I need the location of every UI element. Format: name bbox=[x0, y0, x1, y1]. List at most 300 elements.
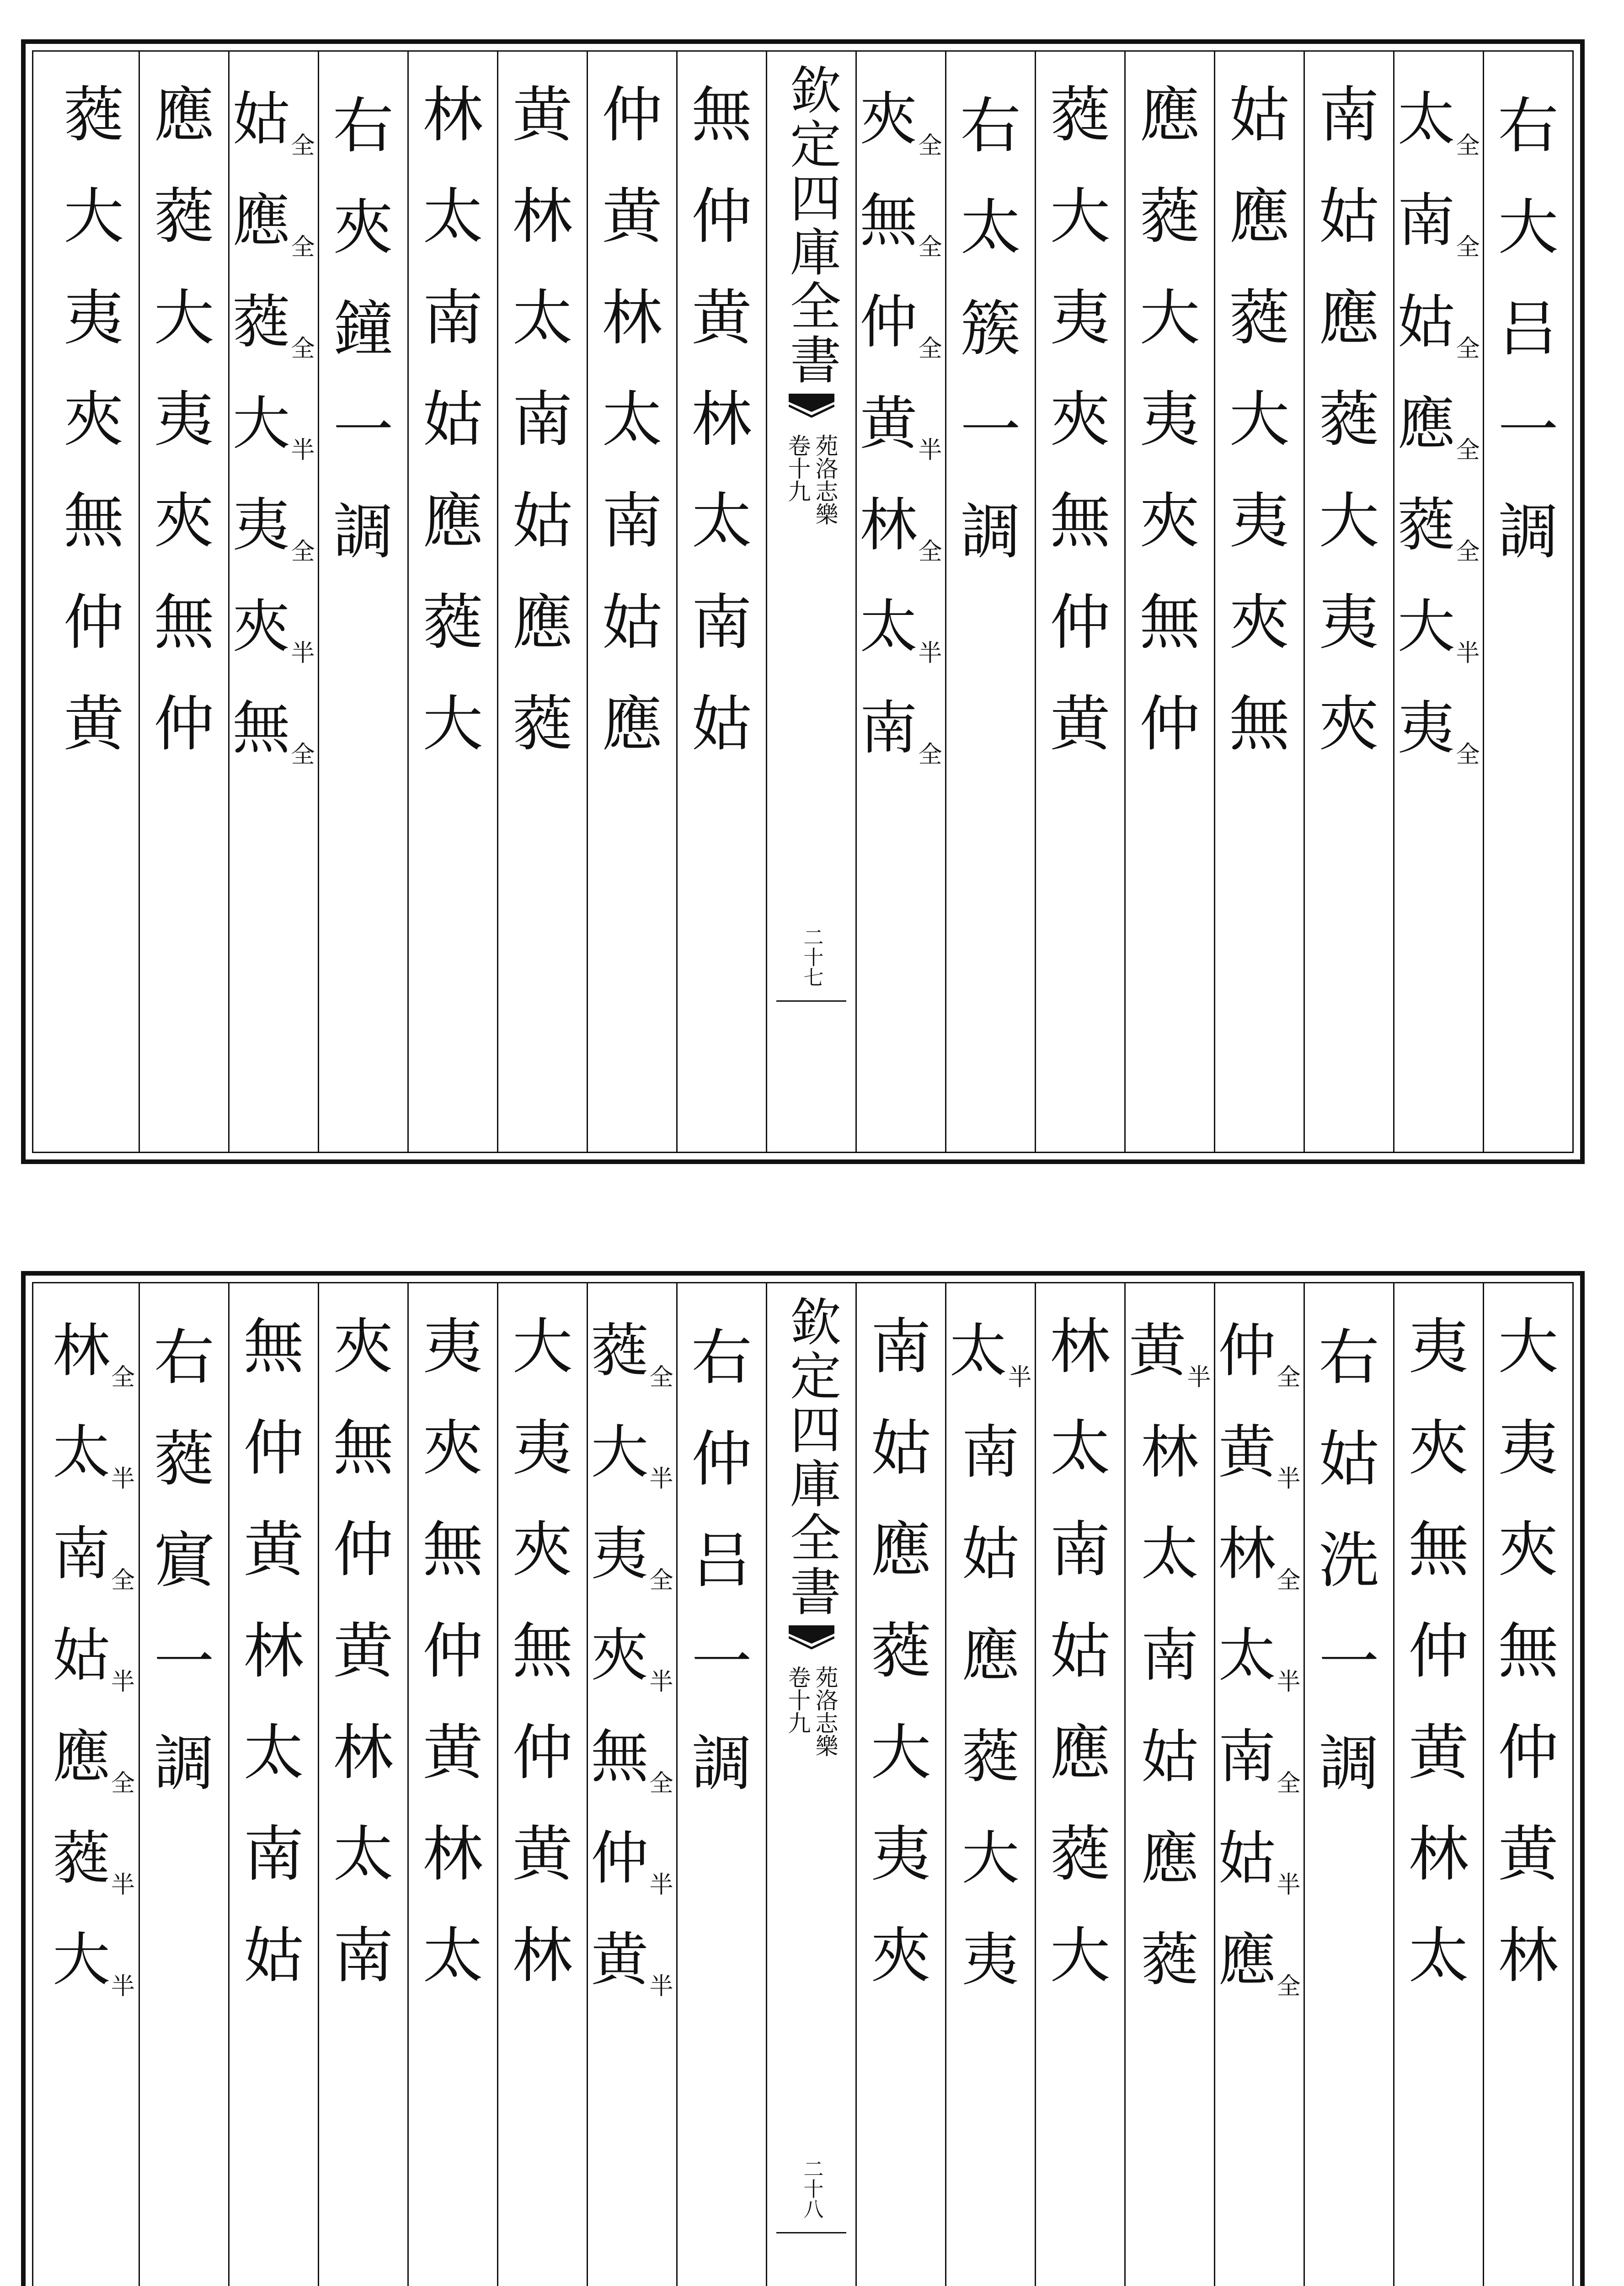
character: 蕤 bbox=[422, 588, 483, 658]
character: 應 bbox=[154, 80, 214, 150]
text-column bbox=[1214, 52, 1303, 1152]
volume-label: 卷十九 bbox=[784, 1666, 811, 1734]
text-column bbox=[497, 1283, 587, 2286]
note-marker: 半 bbox=[291, 437, 315, 464]
character: 姑 bbox=[422, 385, 483, 455]
note-marker: 半 bbox=[918, 437, 942, 464]
character: 夷 bbox=[871, 1819, 931, 1890]
character: 林 bbox=[512, 182, 573, 252]
note-marker: 半 bbox=[1187, 1364, 1211, 1391]
character: 無 bbox=[1229, 689, 1290, 759]
note-marker: 全 bbox=[918, 234, 942, 261]
note-marker: 半 bbox=[111, 1871, 135, 1899]
character: 蕤 bbox=[64, 80, 124, 150]
heading-column bbox=[1483, 52, 1572, 1152]
note-unit bbox=[860, 64, 942, 166]
character: 無 bbox=[243, 1312, 304, 1382]
character: 仲 bbox=[691, 182, 752, 252]
note-unit bbox=[53, 1601, 135, 1702]
heading-character: 夾 bbox=[333, 192, 394, 263]
heading-character: 調 bbox=[333, 497, 394, 567]
leaf-rule bbox=[776, 2232, 846, 2233]
note-marker: 全 bbox=[111, 1770, 135, 1797]
character: 夷 bbox=[512, 1413, 573, 1484]
heading-character: 右 bbox=[154, 1323, 214, 1393]
character: 黄 bbox=[691, 283, 752, 353]
note-marker: 全 bbox=[649, 1567, 673, 1594]
text-column bbox=[1483, 1283, 1572, 2286]
character: 大 bbox=[1050, 1921, 1111, 1991]
character: 夾 bbox=[1229, 588, 1290, 658]
note-unit bbox=[1141, 1804, 1199, 1905]
book-title: 欽定四庫全書 bbox=[781, 64, 841, 387]
annotated-column bbox=[1393, 52, 1483, 1152]
note-marker: 全 bbox=[1456, 234, 1480, 261]
leaf-number: 二十七 bbox=[800, 927, 823, 987]
note-character: 大 bbox=[52, 1926, 110, 1993]
character: 姑 bbox=[871, 1413, 931, 1484]
text-column bbox=[1393, 1283, 1483, 2286]
note-unit bbox=[232, 572, 315, 673]
note-marker: 半 bbox=[111, 1668, 135, 1696]
note-character: 夾 bbox=[860, 85, 918, 153]
note-marker: 半 bbox=[111, 1465, 135, 1493]
character: 夾 bbox=[1408, 1413, 1469, 1484]
character: 姑 bbox=[512, 486, 573, 556]
annotated-column bbox=[228, 52, 318, 1152]
character: 仲 bbox=[512, 1718, 573, 1788]
character: 應 bbox=[1050, 1718, 1111, 1788]
annotated-column bbox=[855, 52, 945, 1152]
character: 夾 bbox=[422, 1413, 483, 1484]
note-character: 蕤 bbox=[591, 1317, 649, 1384]
character: 夷 bbox=[422, 1312, 483, 1382]
heading-character: 大 bbox=[1498, 192, 1559, 263]
note-character: 姑 bbox=[962, 1520, 1020, 1587]
character: 林 bbox=[333, 1718, 394, 1788]
note-marker: 半 bbox=[1277, 1668, 1301, 1696]
note-character: 大 bbox=[591, 1419, 649, 1486]
text-column bbox=[855, 1283, 945, 2286]
note-marker: 半 bbox=[918, 640, 942, 667]
work-title: 苑洛志樂 bbox=[812, 1666, 839, 1757]
note-marker: 半 bbox=[649, 1871, 673, 1899]
note-unit bbox=[232, 470, 315, 572]
character: 大 bbox=[871, 1718, 931, 1788]
note-marker: 全 bbox=[1277, 1973, 1301, 2000]
annotated-column bbox=[1214, 1283, 1303, 2286]
heading-column bbox=[945, 52, 1035, 1152]
note-character: 蕤 bbox=[1397, 491, 1455, 559]
character: 林 bbox=[1408, 1819, 1469, 1890]
character: 姑 bbox=[1229, 80, 1290, 150]
note-unit bbox=[1397, 572, 1480, 673]
note-character: 大 bbox=[1397, 593, 1455, 660]
character: 仲 bbox=[1050, 588, 1111, 658]
heading-character: 調 bbox=[154, 1729, 214, 1799]
heading-character: 右 bbox=[1498, 91, 1559, 161]
note-character: 夷 bbox=[232, 491, 290, 559]
character: 無 bbox=[1050, 486, 1111, 556]
note-unit bbox=[591, 1499, 673, 1601]
character: 應 bbox=[1229, 182, 1290, 252]
character: 夷 bbox=[1319, 588, 1379, 658]
heading-character: 調 bbox=[960, 497, 1021, 567]
character: 黄 bbox=[64, 689, 124, 759]
character: 太 bbox=[422, 182, 483, 252]
character: 林 bbox=[422, 1819, 483, 1890]
text-column bbox=[407, 52, 497, 1152]
note-unit bbox=[591, 1601, 673, 1702]
heading-character: 右 bbox=[691, 1323, 752, 1393]
note-character: 姑 bbox=[1218, 1825, 1276, 1892]
note-character: 夾 bbox=[591, 1622, 649, 1689]
heading-character: 右 bbox=[333, 91, 394, 161]
character: 南 bbox=[602, 486, 662, 556]
note-unit bbox=[1397, 673, 1480, 775]
character: 林 bbox=[602, 283, 662, 353]
note-character: 姑 bbox=[232, 85, 290, 153]
note-unit bbox=[591, 1804, 673, 1905]
note-character: 黄 bbox=[860, 390, 918, 457]
text-column bbox=[1124, 52, 1214, 1152]
note-character: 仲 bbox=[591, 1825, 649, 1892]
fish-tail-mark-icon bbox=[789, 394, 834, 426]
text-column bbox=[1303, 52, 1393, 1152]
note-unit bbox=[1218, 1702, 1300, 1804]
note-character: 蕤 bbox=[962, 1723, 1020, 1790]
annotated-column bbox=[1124, 1283, 1214, 2286]
character: 黄 bbox=[1498, 1819, 1559, 1890]
character: 姑 bbox=[691, 689, 752, 759]
character: 無 bbox=[1498, 1616, 1559, 1687]
note-marker: 全 bbox=[291, 132, 315, 160]
note-unit bbox=[591, 1398, 673, 1499]
character: 姑 bbox=[1319, 182, 1379, 252]
fish-tail-mark-icon bbox=[789, 1625, 834, 1657]
character: 大 bbox=[1050, 182, 1111, 252]
character: 夾 bbox=[1050, 385, 1111, 455]
note-character: 應 bbox=[1141, 1825, 1199, 1892]
leaf-number: 二十八 bbox=[800, 2158, 823, 2219]
note-character: 蕤 bbox=[52, 1825, 110, 1892]
character: 太 bbox=[243, 1718, 304, 1788]
character: 太 bbox=[512, 283, 573, 353]
note-unit bbox=[1397, 267, 1480, 369]
character: 蕤 bbox=[1050, 1819, 1111, 1890]
bottom-page bbox=[21, 1271, 1585, 2286]
character: 黄 bbox=[1408, 1718, 1469, 1788]
character: 仲 bbox=[602, 80, 662, 150]
character: 無 bbox=[154, 588, 214, 658]
text-column bbox=[1035, 52, 1124, 1152]
character: 夷 bbox=[1229, 486, 1290, 556]
character: 大 bbox=[1139, 283, 1200, 353]
note-unit bbox=[1141, 1499, 1199, 1601]
character: 應 bbox=[1319, 283, 1379, 353]
note-unit bbox=[860, 267, 942, 369]
character: 林 bbox=[512, 1921, 573, 1991]
note-character: 應 bbox=[52, 1723, 110, 1790]
character: 仲 bbox=[333, 1515, 394, 1585]
column-grid bbox=[33, 52, 1572, 1152]
note-unit bbox=[591, 1702, 673, 1804]
character: 夷 bbox=[64, 283, 124, 353]
character: 仲 bbox=[422, 1616, 483, 1687]
note-marker: 全 bbox=[1456, 437, 1480, 464]
note-marker: 半 bbox=[111, 1973, 135, 2000]
note-unit bbox=[860, 572, 942, 673]
note-character: 太 bbox=[949, 1317, 1007, 1384]
note-marker: 半 bbox=[1277, 1465, 1301, 1493]
note-marker: 全 bbox=[1456, 741, 1480, 769]
note-unit bbox=[53, 1804, 135, 1905]
note-character: 仲 bbox=[1218, 1317, 1276, 1384]
character: 夾 bbox=[1498, 1515, 1559, 1585]
note-marker: 半 bbox=[649, 1973, 673, 2000]
note-unit bbox=[1397, 470, 1480, 572]
character: 大 bbox=[512, 1312, 573, 1382]
note-marker: 全 bbox=[291, 741, 315, 769]
note-unit bbox=[591, 1296, 673, 1398]
character: 無 bbox=[1408, 1515, 1469, 1585]
character: 黄 bbox=[333, 1616, 394, 1687]
note-unit bbox=[1141, 1601, 1199, 1702]
character: 夾 bbox=[154, 486, 214, 556]
heading-character: 調 bbox=[1498, 497, 1559, 567]
note-character: 太 bbox=[1218, 1622, 1276, 1689]
character: 南 bbox=[512, 385, 573, 455]
text-column bbox=[497, 52, 587, 1152]
note-character: 姑 bbox=[52, 1622, 110, 1689]
note-character: 蕤 bbox=[232, 288, 290, 356]
note-character: 應 bbox=[232, 187, 290, 254]
note-character: 林 bbox=[1218, 1520, 1276, 1587]
character: 林 bbox=[691, 385, 752, 455]
character: 姑 bbox=[602, 588, 662, 658]
annotated-column bbox=[945, 1283, 1035, 2286]
heading-character: 洗 bbox=[1319, 1526, 1379, 1596]
note-marker: 全 bbox=[918, 335, 942, 363]
character: 應 bbox=[512, 588, 573, 658]
note-unit bbox=[232, 64, 315, 166]
note-character: 蕤 bbox=[1141, 1926, 1199, 1993]
heading-character: 吕 bbox=[691, 1526, 752, 1596]
character: 夾 bbox=[333, 1312, 394, 1382]
character: 太 bbox=[1408, 1921, 1469, 1991]
character: 林 bbox=[243, 1616, 304, 1687]
note-unit bbox=[962, 1499, 1020, 1601]
book-title: 欽定四庫全書 bbox=[781, 1295, 841, 1619]
note-character: 太 bbox=[1141, 1520, 1199, 1587]
note-unit bbox=[232, 267, 315, 369]
annotated-column bbox=[49, 1283, 139, 2286]
note-character: 黄 bbox=[1128, 1317, 1186, 1384]
character: 太 bbox=[333, 1819, 394, 1890]
note-marker: 半 bbox=[291, 640, 315, 667]
note-character: 姑 bbox=[1397, 288, 1455, 356]
character: 無 bbox=[1139, 588, 1200, 658]
note-unit bbox=[962, 1804, 1020, 1905]
note-character: 無 bbox=[591, 1723, 649, 1790]
character: 大 bbox=[1319, 486, 1379, 556]
character: 大 bbox=[64, 182, 124, 252]
character: 黄 bbox=[422, 1718, 483, 1788]
character: 林 bbox=[1498, 1921, 1559, 1991]
character: 應 bbox=[871, 1515, 931, 1585]
note-unit bbox=[860, 166, 942, 267]
heading-character: 仲 bbox=[691, 1424, 752, 1495]
note-unit bbox=[1218, 1905, 1300, 2007]
character: 無 bbox=[64, 486, 124, 556]
character: 南 bbox=[1319, 80, 1379, 150]
note-character: 夷 bbox=[591, 1520, 649, 1587]
character: 姑 bbox=[243, 1921, 304, 1991]
note-marker: 全 bbox=[1277, 1567, 1301, 1594]
character: 南 bbox=[691, 588, 752, 658]
note-unit bbox=[232, 673, 315, 775]
heading-character: 鐘 bbox=[333, 294, 394, 364]
note-marker: 半 bbox=[649, 1668, 673, 1696]
note-unit bbox=[53, 1398, 135, 1499]
note-marker: 全 bbox=[111, 1567, 135, 1594]
note-character: 南 bbox=[1397, 187, 1455, 254]
character: 太 bbox=[422, 1921, 483, 1991]
character: 無 bbox=[422, 1515, 483, 1585]
character: 林 bbox=[422, 80, 483, 150]
column-grid bbox=[33, 1283, 1572, 2286]
heading-character: 一 bbox=[1319, 1627, 1379, 1698]
character: 仲 bbox=[1498, 1718, 1559, 1788]
character: 夷 bbox=[1050, 283, 1111, 353]
character: 黄 bbox=[512, 80, 573, 150]
note-character: 南 bbox=[962, 1419, 1020, 1486]
note-character: 無 bbox=[860, 187, 918, 254]
character: 黄 bbox=[1050, 689, 1111, 759]
heading-column bbox=[318, 52, 407, 1152]
note-unit bbox=[53, 1296, 135, 1398]
subtitle-block bbox=[785, 1666, 838, 1757]
note-marker: 全 bbox=[649, 1364, 673, 1391]
note-character: 仲 bbox=[860, 288, 918, 356]
note-unit bbox=[1218, 1296, 1300, 1398]
note-marker: 半 bbox=[649, 1465, 673, 1493]
note-unit bbox=[591, 1905, 673, 2007]
note-unit bbox=[962, 1702, 1020, 1804]
note-character: 太 bbox=[1397, 85, 1455, 153]
note-unit bbox=[232, 369, 315, 470]
character: 大 bbox=[1498, 1312, 1559, 1382]
text-column bbox=[676, 52, 766, 1152]
note-character: 林 bbox=[860, 491, 918, 559]
note-character: 黄 bbox=[1218, 1419, 1276, 1486]
leaf-rule bbox=[776, 1000, 846, 1002]
note-unit bbox=[860, 470, 942, 572]
character: 南 bbox=[1050, 1515, 1111, 1585]
heading-character: 太 bbox=[960, 192, 1021, 263]
character: 南 bbox=[422, 283, 483, 353]
text-column bbox=[1035, 1283, 1124, 2286]
note-unit bbox=[1218, 1398, 1300, 1499]
note-marker: 全 bbox=[291, 538, 315, 566]
top-page bbox=[21, 39, 1585, 1164]
note-marker: 全 bbox=[111, 1364, 135, 1391]
note-character: 南 bbox=[860, 694, 918, 762]
note-character: 南 bbox=[1218, 1723, 1276, 1790]
note-marker: 全 bbox=[291, 335, 315, 363]
note-unit bbox=[53, 1702, 135, 1804]
note-unit bbox=[1397, 166, 1480, 267]
note-unit bbox=[1128, 1296, 1211, 1398]
character: 無 bbox=[333, 1413, 394, 1484]
note-unit bbox=[860, 673, 942, 775]
heading-character: 調 bbox=[1319, 1729, 1379, 1799]
volume-label: 卷十九 bbox=[784, 434, 811, 502]
character: 南 bbox=[333, 1921, 394, 1991]
character: 夾 bbox=[1319, 689, 1379, 759]
heading-character: 一 bbox=[691, 1627, 752, 1698]
note-unit bbox=[1218, 1804, 1300, 1905]
heading-character: 姑 bbox=[1319, 1424, 1379, 1495]
note-unit bbox=[1141, 1702, 1199, 1804]
note-marker: 全 bbox=[1456, 335, 1480, 363]
character: 夷 bbox=[1139, 385, 1200, 455]
character: 無 bbox=[691, 80, 752, 150]
heading-character: 一 bbox=[960, 395, 1021, 466]
note-unit bbox=[232, 166, 315, 267]
character: 黄 bbox=[512, 1819, 573, 1890]
note-character: 夾 bbox=[232, 593, 290, 660]
character: 夾 bbox=[64, 385, 124, 455]
heading-character: 吕 bbox=[1498, 294, 1559, 364]
note-unit bbox=[860, 369, 942, 470]
character: 夷 bbox=[1498, 1413, 1559, 1484]
character: 應 bbox=[1139, 80, 1200, 150]
note-character: 太 bbox=[52, 1419, 110, 1486]
text-column bbox=[49, 52, 139, 1152]
note-character: 夷 bbox=[1397, 694, 1455, 762]
note-marker: 全 bbox=[649, 1770, 673, 1797]
note-marker: 半 bbox=[1008, 1364, 1032, 1391]
text-column bbox=[139, 52, 228, 1152]
note-marker: 全 bbox=[1456, 132, 1480, 160]
annotated-column bbox=[587, 1283, 676, 2286]
character: 太 bbox=[1050, 1413, 1111, 1484]
note-marker: 全 bbox=[291, 234, 315, 261]
character: 夾 bbox=[871, 1921, 931, 1991]
note-unit bbox=[1141, 1905, 1199, 2007]
note-marker: 半 bbox=[1277, 1871, 1301, 1899]
note-character: 夷 bbox=[962, 1926, 1020, 1993]
note-character: 大 bbox=[232, 390, 290, 457]
character: 太 bbox=[602, 385, 662, 455]
heading-character: 一 bbox=[1498, 395, 1559, 466]
note-character: 姑 bbox=[1141, 1723, 1199, 1790]
center-fold-column bbox=[766, 1283, 855, 2286]
character: 仲 bbox=[243, 1413, 304, 1484]
character: 大 bbox=[422, 689, 483, 759]
character: 蕤 bbox=[1050, 80, 1111, 150]
note-character: 無 bbox=[232, 694, 290, 762]
note-character: 林 bbox=[1141, 1419, 1199, 1486]
work-title: 苑洛志樂 bbox=[812, 434, 839, 525]
heading-column bbox=[1303, 1283, 1393, 2286]
center-fold-column bbox=[766, 52, 855, 1152]
note-character: 林 bbox=[52, 1317, 110, 1384]
character: 南 bbox=[243, 1819, 304, 1890]
note-marker: 全 bbox=[1277, 1364, 1301, 1391]
heading-character: 右 bbox=[960, 91, 1021, 161]
